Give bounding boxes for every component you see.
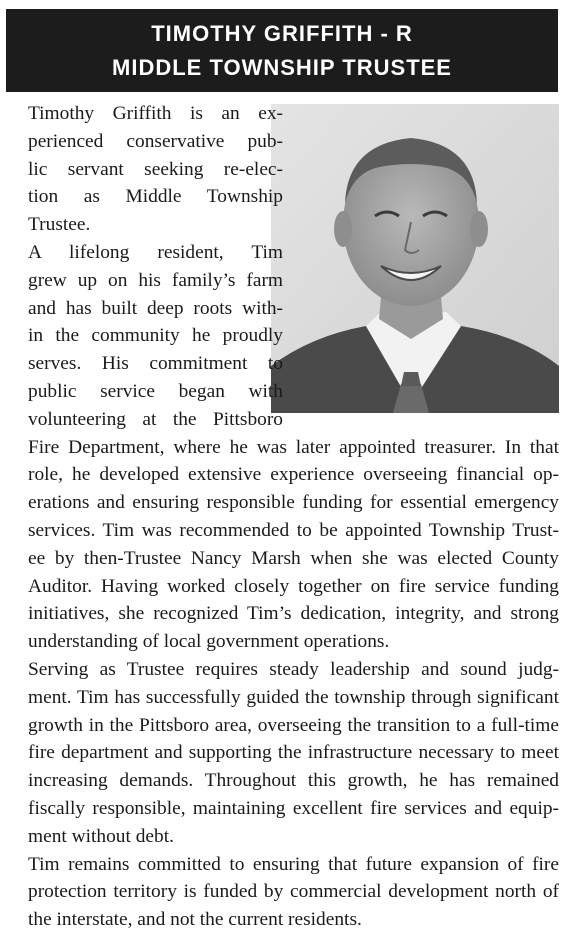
body-paragraph	[6, 851, 559, 934]
text-line: ment without debt.	[28, 825, 174, 847]
text-line: public service began with	[28, 380, 283, 402]
text-line: Tim remains committed to ensuring that future expansion of fire	[28, 853, 559, 875]
text-line: understanding of local government operations.	[28, 631, 390, 653]
body-paragraph	[6, 656, 559, 851]
text-line: erations and ensuring responsible funding for essential emergency	[28, 492, 559, 514]
text-line: Serving as Trustee requires steady leadership and sound judg-	[28, 658, 559, 680]
text-line: ee by then-Trustee Nancy Marsh when she was elected County	[28, 547, 559, 569]
office-title-heading: MIDDLE TOWNSHIP TRUSTEE	[112, 55, 452, 80]
text-line: lic servant seeking re-elec-	[28, 158, 283, 180]
text-line: Auditor. Having worked closely together on fire service funding	[28, 575, 559, 597]
text-line: and has built deep roots with-	[28, 297, 283, 319]
text-line: ment. Tim has successfully guided the township through significant	[28, 686, 559, 708]
text-line: fire department and supporting the infrastructure necessary to meet	[28, 742, 559, 764]
text-line: increasing demands. Throughout this growth, he has remained	[28, 770, 559, 792]
text-line: grew up on his family’s farm	[28, 269, 283, 291]
photo-spacer	[283, 100, 559, 416]
text-line: perienced conservative pub-	[28, 130, 283, 152]
text-line: A lifelong resident, Tim	[28, 241, 283, 263]
text-line: role, he developed extensive experience overseeing financial op-	[28, 464, 559, 486]
article-header	[6, 9, 558, 92]
candidate-name-heading: TIMOTHY GRIFFITH - R	[151, 21, 413, 46]
text-line: services. Tim was recommended to be appointed Township Trust-	[28, 519, 559, 541]
article-body	[6, 100, 559, 934]
text-line: Trustee.	[28, 214, 91, 236]
text-line: the interstate, and not the current residents.	[28, 909, 362, 931]
text-line: protection territory is funded by commercial development north of	[28, 881, 559, 903]
text-line: initiatives, she recognized Tim’s dedication, integrity, and strong	[28, 603, 559, 625]
text-line: in the community he proudly	[28, 325, 283, 347]
text-line: growth in the Pittsboro area, overseeing the transition to a full-time	[28, 714, 559, 736]
text-line: Fire Department, where he was later appointed treasurer. In that	[28, 436, 559, 458]
text-line: fiscally responsible, maintaining excellent fire services and equip-	[28, 797, 559, 819]
text-line: volunteering at the Pittsboro	[28, 408, 283, 430]
text-line: Timothy Griffith is an ex-	[28, 103, 283, 124]
text-line: tion as Middle Township	[28, 186, 283, 208]
text-line: serves. His commitment to	[28, 353, 283, 375]
